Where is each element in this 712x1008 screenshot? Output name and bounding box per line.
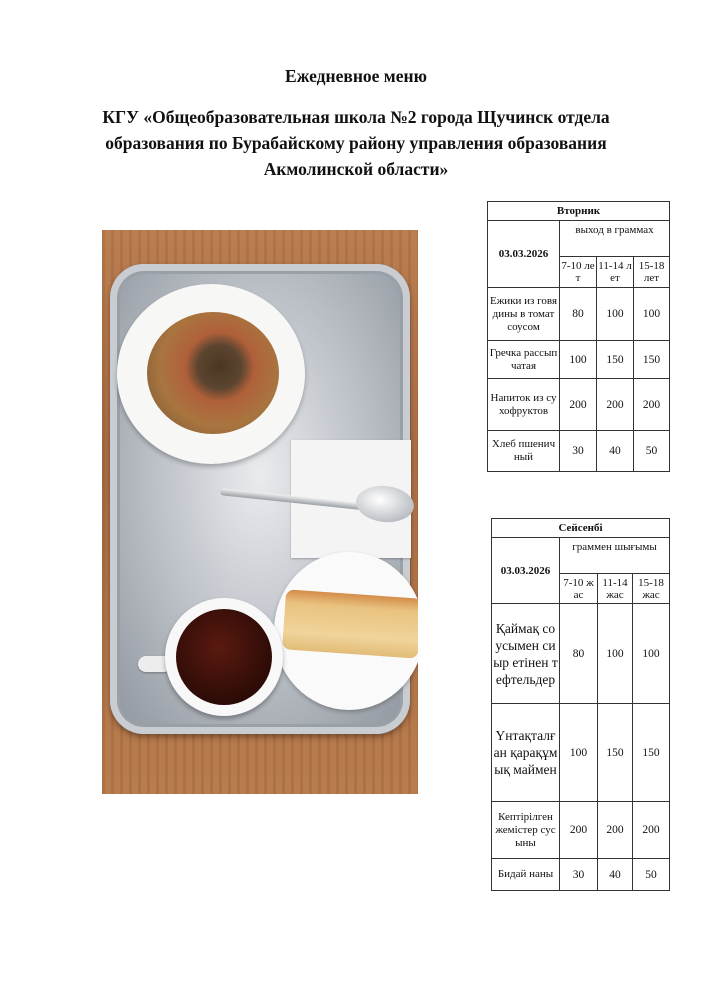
meal-photo (102, 230, 418, 794)
buckwheat-bowl (117, 284, 305, 464)
day-label: Вторник (488, 202, 670, 221)
portion-value: 30 (560, 431, 597, 472)
bread-slice (282, 589, 418, 658)
table-row (492, 604, 670, 704)
table-row (488, 431, 670, 472)
menu-table-kz (491, 518, 670, 891)
portion-value: 200 (560, 802, 598, 859)
portion-value: 80 (560, 604, 598, 704)
portion-value: 200 (634, 379, 670, 431)
portion-value: 200 (597, 379, 634, 431)
table-row (488, 288, 670, 341)
dish-name: Қаймақ соусымен сиыр етінен тефтельдер (492, 604, 560, 704)
table-row (488, 341, 670, 379)
page-title: Ежедневное меню (285, 66, 427, 86)
portion-value: 100 (597, 288, 634, 341)
portion-value: 40 (597, 431, 634, 472)
portion-value: 200 (633, 802, 670, 859)
table-row (488, 379, 670, 431)
age-header: 11-14 жас (598, 574, 633, 604)
age-header: 7-10 жас (560, 574, 598, 604)
tea-cup (165, 598, 283, 716)
dish-name: Кептірілген жемістер сусыны (492, 802, 560, 859)
age-header: 7-10 лет (560, 257, 597, 288)
portion-value: 30 (560, 859, 598, 891)
portion-value: 150 (598, 704, 633, 802)
portion-value: 150 (597, 341, 634, 379)
portion-value: 200 (598, 802, 633, 859)
portion-value: 40 (598, 859, 633, 891)
unit-label: граммен шығымы (560, 538, 670, 574)
portion-value: 100 (560, 341, 597, 379)
unit-label: выход в граммах (560, 221, 670, 257)
portion-value: 80 (560, 288, 597, 341)
table-row (492, 704, 670, 802)
portion-value: 100 (634, 288, 670, 341)
dish-name: Напиток из сухофруктов (488, 379, 560, 431)
portion-value: 50 (634, 431, 670, 472)
table-row (492, 859, 670, 891)
dish-name: Ежики из говядины в томат соусом (488, 288, 560, 341)
tray (110, 264, 410, 734)
age-header: 15-18 жас (633, 574, 670, 604)
day-label: Сейсенбі (492, 519, 670, 538)
dish-name: Хлеб пшеничный (488, 431, 560, 472)
age-header: 11-14 лет (597, 257, 634, 288)
portion-value: 100 (560, 704, 598, 802)
dish-name: Үнтақталған қарақұмық маймен (492, 704, 560, 802)
menu-date: 03.03.2026 (488, 221, 560, 288)
portion-value: 50 (633, 859, 670, 891)
portion-value: 200 (560, 379, 597, 431)
dish-name: Гречка рассыпчатая (488, 341, 560, 379)
portion-value: 100 (633, 604, 670, 704)
portion-value: 100 (598, 604, 633, 704)
portion-value: 150 (634, 341, 670, 379)
menu-table-ru (487, 201, 670, 472)
school-name: КГУ «Общеобразовательная школа №2 города Щучинск отдела образования по Бурабайскому району управления образования Акмолинской области» (102, 107, 610, 179)
age-header: 15-18 лет (634, 257, 670, 288)
dish-name: Бидай наны (492, 859, 560, 891)
table-row (492, 802, 670, 859)
menu-date: 03.03.2026 (492, 538, 560, 604)
portion-value: 150 (633, 704, 670, 802)
